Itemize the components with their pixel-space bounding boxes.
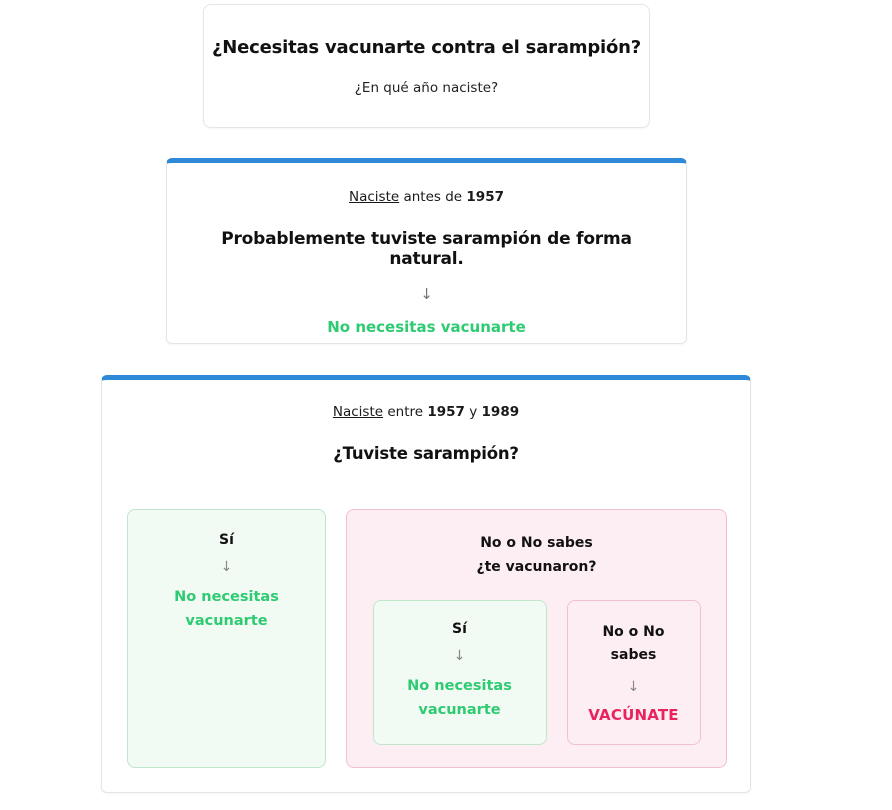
sub-option-label-line2: sabes <box>610 647 657 664</box>
sub-option-label-no-or-unknown <box>578 621 690 669</box>
option-box-no-or-unknown <box>346 509 727 768</box>
born-label: Naciste <box>349 189 400 205</box>
born-label: Naciste <box>332 404 384 420</box>
born-year-from: 1957 <box>427 404 465 420</box>
branch-card-before-1957 <box>166 158 687 344</box>
branch-card-1957-1989 <box>101 375 751 793</box>
sub-option-label-line1: No o No <box>602 623 665 640</box>
born-line-1957-1989 <box>126 404 726 420</box>
arrow-down-icon: ↓ <box>627 679 640 696</box>
option-label-yes: Sí <box>219 532 234 548</box>
born-year: 1957 <box>466 189 504 205</box>
arrow-down-icon: ↓ <box>220 559 233 575</box>
born-line-before-1957 <box>187 189 666 205</box>
option-label-line2: ¿te vacunaron? <box>476 558 597 575</box>
option-label-line1: No o No sabes <box>480 535 593 551</box>
outcome-no-vaccine: No necesitas vacunarte <box>327 318 526 336</box>
branch-before-1957-content <box>167 163 686 336</box>
option-label-no-or-unknown <box>363 532 710 580</box>
born-connector: entre <box>383 404 428 420</box>
question-card <box>203 4 650 128</box>
branch-options-row <box>127 509 727 768</box>
arrow-down-icon: ↓ <box>420 285 433 303</box>
born-year-to: 1989 <box>481 404 520 420</box>
arrow-down-icon: ↓ <box>453 647 466 664</box>
option-box-yes <box>127 509 326 768</box>
sub-option-label-yes: Sí <box>452 620 467 637</box>
sub-options-row <box>363 600 710 746</box>
born-year-join: y <box>464 404 482 420</box>
branch-statement: Probablemente tuviste sarampión de forma natural. <box>221 229 632 269</box>
outcome-no-vaccine: No necesitas vacunarte <box>174 589 279 629</box>
branch-1957-1989-header <box>102 380 750 463</box>
branch-question: ¿Tuviste sarampión? <box>333 444 519 463</box>
page-title: ¿Necesitas vacunarte contra el sarampión? <box>212 36 641 58</box>
outcome-get-vaccinated: VACÚNATE <box>588 706 679 725</box>
question-subtitle: ¿En qué año naciste? <box>354 79 499 96</box>
sub-option-box-yes <box>373 600 547 746</box>
sub-option-box-no-or-unknown <box>567 600 701 746</box>
outcome-no-vaccine: No necesitas vacunarte <box>407 677 512 718</box>
born-connector: antes de <box>399 189 467 205</box>
